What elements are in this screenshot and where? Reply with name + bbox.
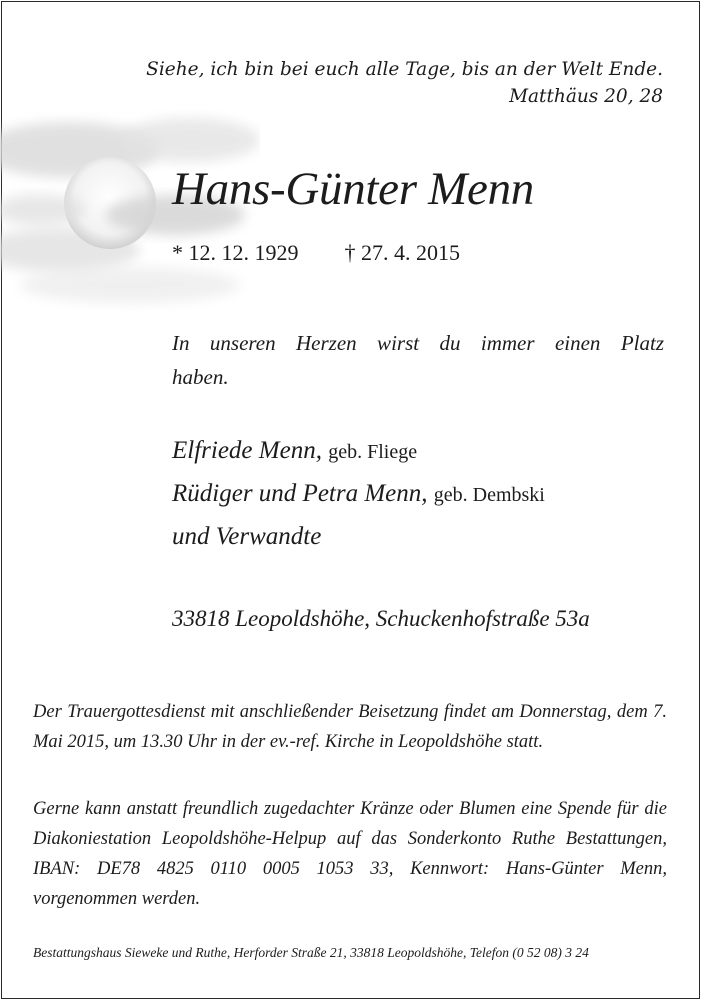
service-paragraph: Der Trauergottesdienst mit anschließender Beisetzung findet am Donnerstag, dem 7. Mai 2015, um 13.30 Uhr in der ev.-ref. Kirche in Leopoldshöhe statt. (33, 702, 667, 752)
mourner-line (172, 473, 545, 516)
mourner-name: Elfriede Menn, (172, 437, 322, 464)
mourners-list (172, 430, 545, 557)
donation-paragraph: Gerne kann anstatt freundlich zugedachter Kränze oder Blumen eine Spende für die Diakoniestation Leopoldshöhe-Helpup auf das Sonderkonto Ruthe Bestattungen, IBAN: DE78 4825 0110 0005 1053 33, Kennwort: Hans-Günter Menn, vorgenommen werden. (33, 799, 667, 909)
mourner-line (172, 516, 545, 557)
verse-reference: Matthäus 20, 28 (509, 86, 663, 107)
deceased-name: Hans-Günter Menn (172, 163, 534, 215)
mourner-name: Rüdiger und Petra Menn, (172, 480, 428, 507)
bible-verse (146, 56, 663, 110)
mourner-line (172, 430, 545, 473)
mourner-name: und Verwandte (172, 523, 322, 550)
memorial-quote: In unseren Herzen wirst du immer einen Platz haben. (172, 331, 664, 389)
mourner-birth-name: geb. Dembski (433, 484, 545, 506)
birth-date: * 12. 12. 1929 (172, 240, 299, 265)
funeral-home-footer: Bestattungshaus Sieweke und Ruthe, Herforder Straße 21, 33818 Leopoldshöhe, Telefon (0 52 08) 3 24 (33, 945, 589, 960)
verse-text: Siehe, ich bin bei euch alle Tage, bis an der Welt Ende. (146, 59, 663, 80)
death-date: † 27. 4. 2015 (344, 240, 460, 265)
life-dates (172, 240, 460, 266)
family-address: 33818 Leopoldshöhe, Schuckenhofstraße 53a (172, 606, 590, 631)
mourner-birth-name: geb. Fliege (328, 441, 418, 463)
